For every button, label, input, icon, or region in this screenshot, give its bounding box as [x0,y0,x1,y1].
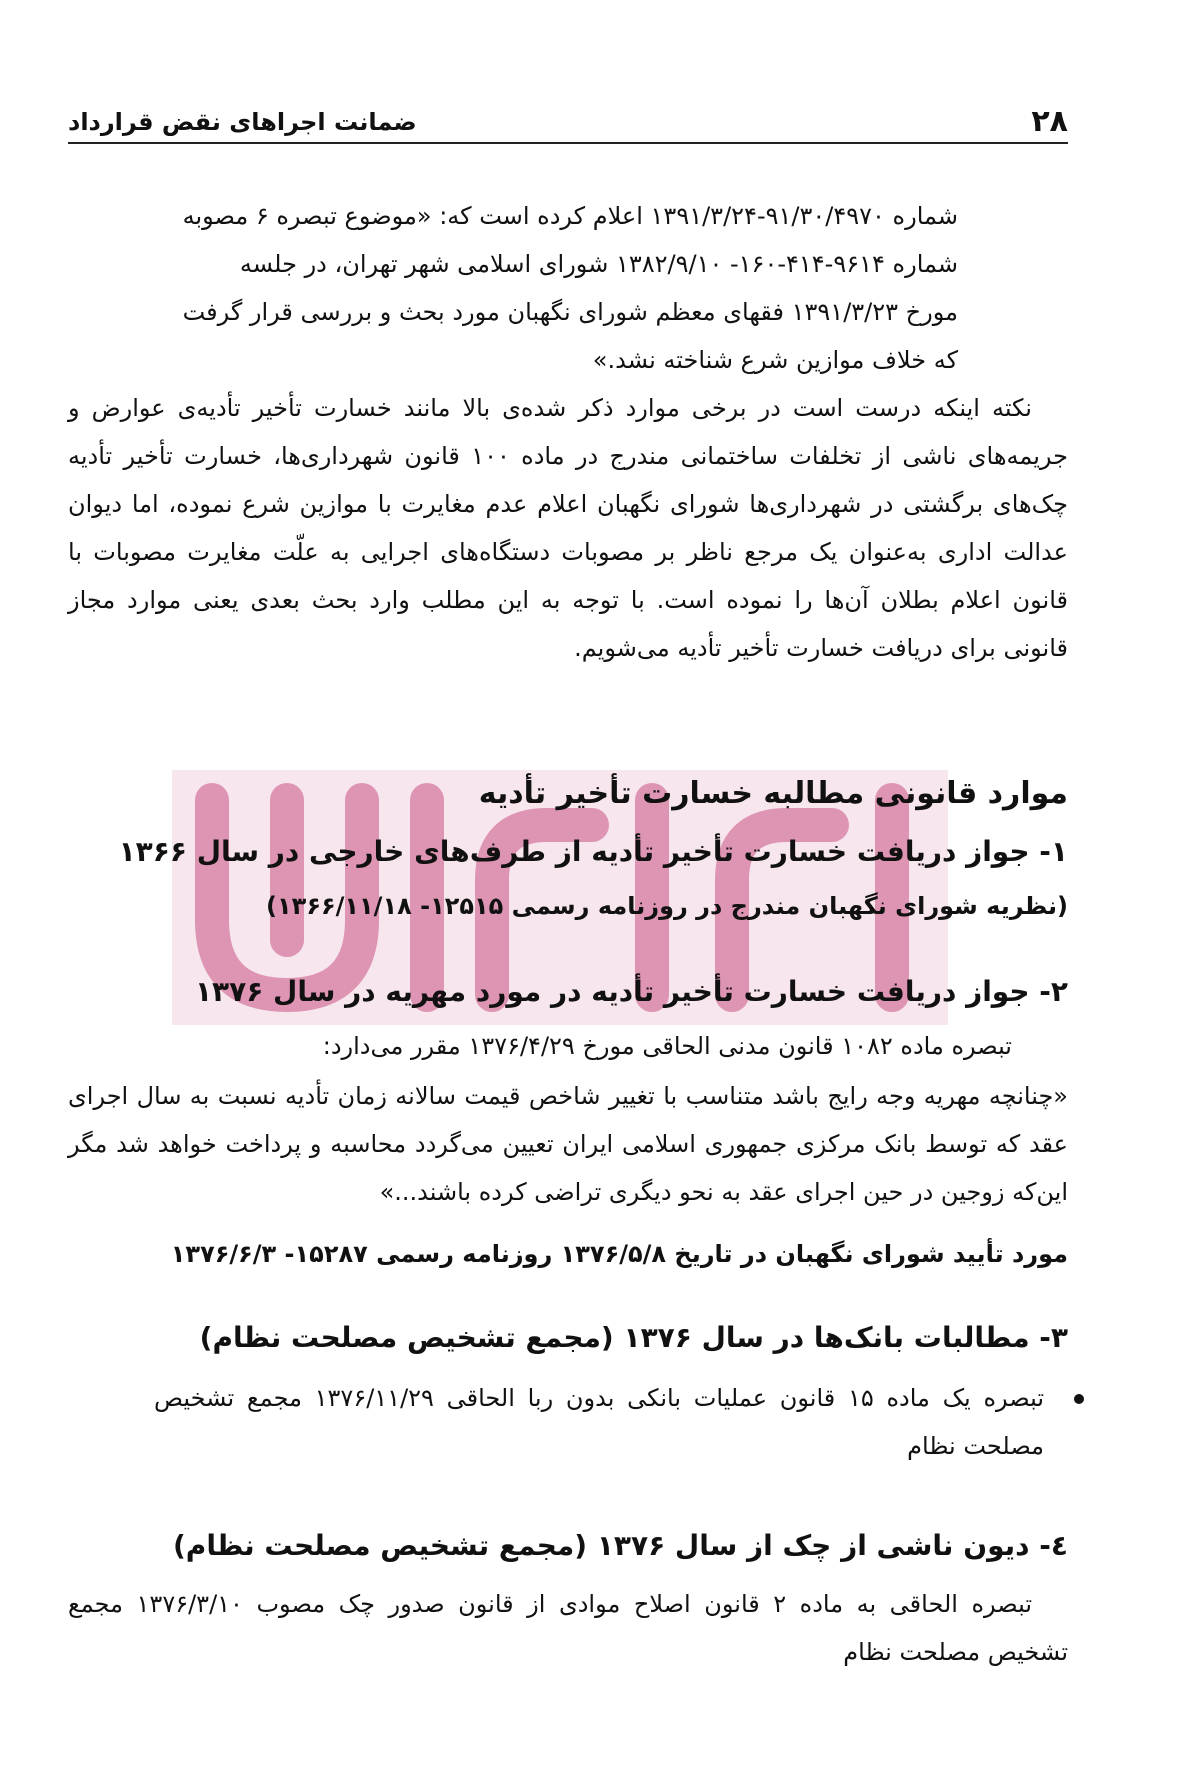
quote-line: شماره ۹۶۱۴-۴۱۴-۱۶۰- ۱۳۸۲/۹/۱۰ شورای اسلامی شهر تهران، در جلسه [239,250,958,278]
intro-quote [68,192,958,384]
item-approval-2: مورد تأیید شورای نگهبان در تاریخ ۱۳۷۶/۵/۸ روزنامه رسمی ۱۵۲۸۷- ۱۳۷۶/۶/۳ [170,1240,1068,1268]
running-title: ضمانت اجراهای نقض قرارداد [68,108,417,136]
item-bullet-text-3: تبصره یک ماده ۱۵ قانون عملیات بانکی بدون ربا الحاقی ۱۳۷۶/۱۱/۲۹ مجمع تشخیص مصلحت نظام [154,1384,1044,1460]
item-heading-3: ۳- مطالبات بانک‌ها در سال ۱۳۷۶ (مجمع تشخیص مصلحت نظام) [199,1321,1068,1354]
quote-line: شماره ۹۱/۳۰/۴۹۷۰-۱۳۹۱/۳/۲۴ اعلام کرده است که: «موضوع تبصره ۶ مصوبه [182,202,958,230]
item-heading-4: ٤- دیون ناشی از چک از سال ۱۳۷۶ (مجمع تشخیص مصلحت نظام) [173,1529,1068,1562]
item-body-4: تبصره الحاقی به ماده ۲ قانون اصلاح موادی از قانون صدور چک مصوب ۱۳۷۶/۳/۱۰ مجمع تشخیص مصلحت نظام [68,1590,1068,1666]
page-header [68,100,1068,144]
item-quote-2: «چنانچه مهریه وجه رایج باشد متناسب با تغییر شاخص قیمت سالانه زمان تأدیه نسبت به سال اجرای عقد که توسط بانک مرکزی جمهوری اسلامی ایران تعیین می‌گردد محاسبه و پرداخت خواهد شد مگر این‌که زوجین در حین اجرای عقد به نحو دیگری تراضی کرده باشند...» [68,1082,1068,1206]
quote-line: که خلاف موازین شرع شناخته نشد.» [592,346,958,374]
section-heading: موارد قانونی مطالبه خسارت تأخیر تأدیه [478,776,1068,811]
item-intro-2 [68,1022,1068,1070]
item-bullet-3 [154,1374,1044,1470]
item-intro-text-2: تبصره ماده ۱۰۸۲ قانون مدنی الحاقی مورخ ۱۳۷۶/۴/۲۹ مقرر می‌دارد: [322,1032,1012,1060]
note-paragraph: نکته اینکه درست است در برخی موارد ذکر شده‌ی بالا مانند خسارت تأخیر تأدیه‌ی عوارض و جریمه‌های ناشی از تخلفات ساختمانی مندرج در ماده ۱۰۰ قانون شهرداری‌ها، خسارت تأخیر تأدیه چک‌های برگشتی در شهرداری‌ها شورای نگهبان اعلام عدم مغایرت با موازین شرع نموده، اما دیوان عدالت اداری به‌عنوان یک مرجع ناظر بر مصوبات دستگاه‌های اجرایی به علّت مغایرت مصوبات با قانون اعلام بطلان آن‌ها را نموده است. با توجه به این مطلب وارد بحث بعدی یعنی موارد مجاز قانونی برای دریافت خسارت تأخیر تأدیه می‌شویم. [68,394,1068,662]
bullet-icon [1074,1394,1084,1404]
quote-line: مورخ ۱۳۹۱/۳/۲۳ فقهای معظم شورای نگهبان مورد بحث و بررسی قرار گرفت [182,298,958,326]
page-number: ۲۸ [1031,104,1068,139]
item-subline-1: (نظریه شورای نگهبان مندرج در روزنامه رسمی ۱۲۵۱۵- ۱۳۶۶/۱۱/۱۸) [266,892,1068,920]
item-heading-2: ۲- جواز دریافت خسارت تأخیر تأدیه در مورد مهریه در سال ۱۳۷۶ [194,975,1068,1008]
item-heading-1: ۱- جواز دریافت خسارت تأخیر تأدیه از طرف‌های خارجی در سال ۱۳۶۶ [118,835,1068,868]
